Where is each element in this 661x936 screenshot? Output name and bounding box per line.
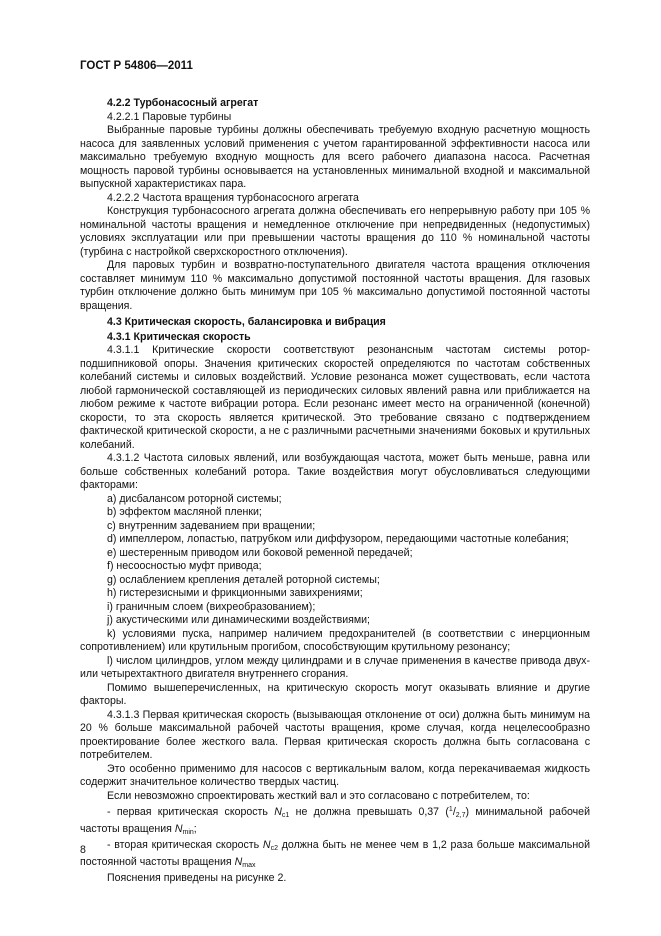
list-item: d) импеллером, лопастью, патрубком или диффузором, передающими частотные колебания; bbox=[107, 533, 569, 545]
subsection-4-2-2-2-title: 4.2.2.2 Частота вращения турбонасосного агрегата bbox=[107, 191, 359, 204]
paragraph: Если невозможно спроектировать жесткий вал и это согласовано с потребителем, то: bbox=[107, 789, 530, 802]
factor-list bbox=[80, 493, 590, 682]
list-item: i) граничным слоем (вихреобразованием); bbox=[107, 600, 316, 613]
section-4-2-2-title: 4.2.2 Турбонасосный агрегат bbox=[107, 97, 259, 109]
list-item: j) акустическими или динамическими воздействиями; bbox=[107, 614, 370, 626]
bullet-first-critical-speed: - первая критическая скорость $N_{c1}$ не должна превышать 0,37 $(^1/_{2,7})$ минимальной рабочей частоты вращения $N_{min}$; bbox=[80, 806, 590, 836]
paragraph: Конструкция турбонасосного агрегата должна обеспечивать его непрерывную работу при 105 % номинальной частоты вращения и немедленное отключение при непредвиденных (недопустимых) условиях эксплуатации или при превышении частоты вращения до 110 % номинальной частоты (турбина с настройкой сверхскоростного отключения). bbox=[80, 205, 590, 258]
list-item: е) шестеренным приводом или боковой ременной передачей; bbox=[107, 546, 413, 559]
paragraph: 4.3.1.3 Первая критическая скорость (вызывающая отклонение от оси) должна быть минимум на 20 % больше максимальной рабочей частоты вращения, кроме случая, когда нецелесообразно проектирование более жесткого вала. Первая критическая скорость должна быть согласована с потребителем. bbox=[80, 708, 590, 761]
paragraph: Выбранные паровые турбины должны обеспечивать требуемую входную расчетную мощность насоса для заявленных условий применения с учетом гарантированной эффективности насоса или максимально требуемую входную мощность для всего рабочего диапазона насоса. Расчетная мощность паровой турбины основывается на установленных минимальной входной и максимальной выпускной характеристиках пара. bbox=[80, 124, 590, 190]
paragraph: 4.3.1.2 Частота силовых явлений, или возбуждающая частота, может быть меньше, равна или больше собственных колебаний ротора. Такие воздействия могут обусловливаться следующими факторами: bbox=[80, 452, 590, 491]
paragraph: Помимо вышеперечисленных, на критическую скорость могут оказывать влияние и другие факторы. bbox=[80, 681, 590, 707]
list-item: h) гистерезисными и фрикционными завихрениями; bbox=[107, 587, 363, 599]
list-item: с) внутренним задеванием при вращении; bbox=[107, 519, 316, 532]
list-item: l) числом цилиндров, углом между цилиндрами и в случае применения в качестве привода двух- или четырехтактного двигателя внутреннего сгорания. bbox=[80, 654, 590, 680]
document-body bbox=[80, 97, 590, 886]
page-number: 8 bbox=[80, 844, 86, 856]
list-item: b) эффектом масляной пленки; bbox=[107, 506, 262, 518]
subsection-4-3-1-title: 4.3.1 Критическая скорость bbox=[107, 330, 251, 343]
bullet-second-critical-speed: - вторая критическая скорость $N_{c2}$ должна быть не менее чем в 1,2 раза больше максимальной постоянной частоты вращения $N_{max}$ bbox=[80, 839, 590, 869]
subsection-4-2-2-1-title: 4.2.2.1 Паровые турбины bbox=[107, 110, 232, 123]
paragraph: Пояснения приведены на рисунке 2. bbox=[107, 872, 287, 884]
list-item: k) условиями пуска, например наличием предохранителей (в соответствии с инерционным сопротивлением) или крутильным прогибом, способствующим крутильному резонансу; bbox=[80, 627, 590, 653]
document-header: ГОСТ Р 54806—2011 bbox=[80, 60, 193, 72]
paragraph: 4.3.1.1 Критические скорости соответствуют резонансным частотам системы ротор-подшипниковой опоры. Значения критических скоростей определяются по частотам собственных колебаний системы и силовых воздействий. Условие резонанса может существовать, если частота любой гармонической составляющей из периодических силовых явлений равна или приближается на любом режиме к частоте вибрации ротора. Если резонанс имеет место на ограниченной (конечной) скорости, то эта скорость является критической. Это требование связано с подтверждением фактической критической скорости, а не с различными расчетными значениями боковых и крутильных колебаний. bbox=[80, 344, 590, 451]
list-item: f) несоосностью муфт привода; bbox=[107, 560, 262, 572]
list-item: g) ослаблением крепления деталей роторной системы; bbox=[107, 573, 380, 586]
list-item: а) дисбалансом роторной системы; bbox=[107, 492, 282, 505]
section-4-3-title: 4.3 Критическая скорость, балансировка и вибрация bbox=[107, 316, 386, 328]
paragraph: Для паровых турбин и возвратно-поступательного двигателя частота вращения отключения составляет минимум 110 % максимально допустимой постоянной частоты вращения. Для газовых турбин отключение должно быть минимум при 105 % максимально допустимой постоянной частоты вращения. bbox=[80, 259, 590, 312]
paragraph: Это особенно применимо для насосов с вертикальным валом, когда перекачиваемая жидкость содержит значительное количество твердых частиц. bbox=[80, 762, 590, 788]
